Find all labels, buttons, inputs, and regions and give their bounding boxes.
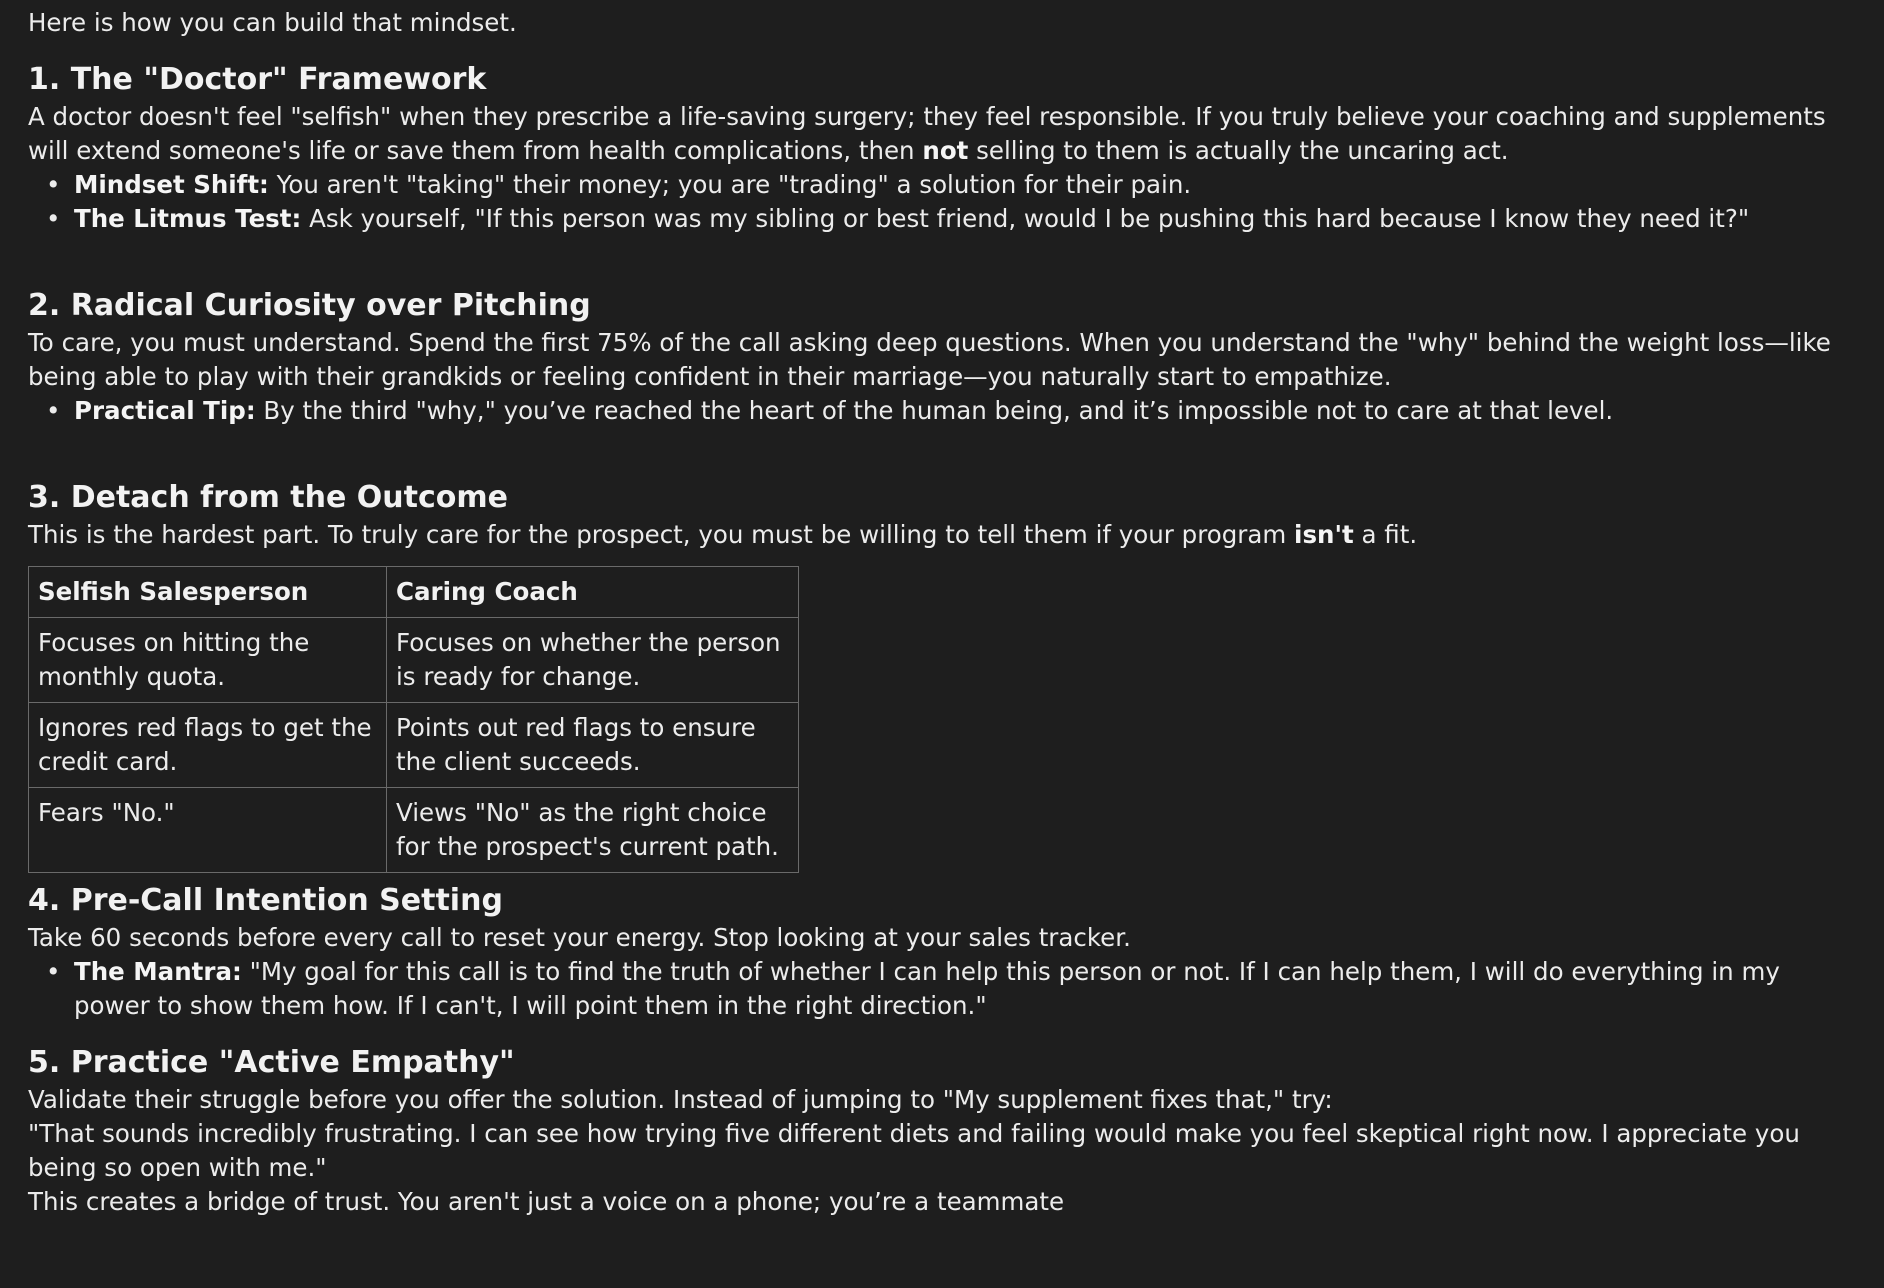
- list-item: [46, 202, 1856, 236]
- table-cell: Views "No" as the right choice for the prospect's current path.: [387, 788, 799, 873]
- section-3-text: This is the hardest part. To truly care for the prospect, you must be willing to tell them if your program: [28, 520, 1295, 549]
- section-4-paragraph: Take 60 seconds before every call to reset your energy. Stop looking at your sales tracker.: [28, 923, 1131, 952]
- section-2-paragraph: To care, you must understand. Spend the first 75% of the call asking deep questions. When you understand the "why" behind the weight loss—like being able to play with their grandkids or feeling confident in their marriage—you naturally start to empathize.: [28, 328, 1839, 391]
- list-item: [46, 394, 1856, 428]
- intro-text: Here is how you can build that mindset.: [28, 8, 517, 37]
- table-cell: Focuses on whether the person is ready for change.: [387, 618, 799, 703]
- list-item: [46, 168, 1856, 202]
- bullet-label: The Litmus Test:: [74, 204, 302, 233]
- section-1-text: A doctor doesn't feel "selfish" when they prescribe a life-saving surgery; they feel responsible. If you truly believe your coaching and supplements will extend someone's life or save them from health complications, then: [28, 102, 1834, 165]
- table-row: [29, 788, 799, 873]
- comparison-table: [28, 566, 799, 873]
- section-4-heading: 4. Pre-Call Intention Setting: [28, 883, 503, 918]
- section-3-text-end: a fit.: [1353, 520, 1418, 549]
- section-3-heading: 3. Detach from the Outcome: [28, 480, 508, 515]
- section-5-paragraph: Validate their struggle before you offer the solution. Instead of jumping to "My supplement fixes that," try:: [28, 1085, 1333, 1114]
- section-5-closing: This creates a bridge of trust. You aren't just a voice on a phone; you’re a teammate: [28, 1187, 1065, 1216]
- bullet-label: Mindset Shift:: [74, 170, 269, 199]
- section-4-bullets: [28, 955, 1856, 1023]
- list-item: [46, 955, 1856, 1023]
- bullet-label: Practical Tip:: [74, 396, 256, 425]
- section-1-bullets: [28, 168, 1856, 236]
- section-1-paragraph: [28, 100, 1856, 168]
- table-header-cell: Caring Coach: [387, 567, 799, 618]
- section-1-text-end: selling to them is actually the uncaring act.: [968, 136, 1509, 165]
- table-cell: Focuses on hitting the monthly quota.: [29, 618, 387, 703]
- section-5-quote: "That sounds incredibly frustrating. I can see how trying five different diets and failing would make you feel skeptical right now. I appreciate you being so open with me.": [28, 1119, 1808, 1182]
- table-row: [29, 703, 799, 788]
- bullet-label: The Mantra:: [74, 957, 242, 986]
- section-5-heading: 5. Practice "Active Empathy": [28, 1045, 515, 1080]
- section-1-bold: not: [922, 136, 969, 165]
- bullet-icon: •: [46, 396, 61, 425]
- table-header-cell: Selfish Salesperson: [29, 567, 387, 618]
- table-cell: Fears "No.": [29, 788, 387, 873]
- bullet-icon: •: [46, 957, 61, 986]
- section-2-bullets: [28, 394, 1856, 428]
- bullet-icon: •: [46, 204, 61, 233]
- table-header-row: [29, 567, 799, 618]
- bullet-text: By the third "why," you’ve reached the heart of the human being, and it’s impossible not to care at that level.: [255, 396, 1614, 425]
- table-cell: Ignores red flags to get the credit card.: [29, 703, 387, 788]
- bullet-icon: •: [46, 170, 61, 199]
- section-3-bold: isn't: [1294, 520, 1354, 549]
- section-2-heading: 2. Radical Curiosity over Pitching: [28, 288, 591, 323]
- section-3-paragraph: [28, 518, 1856, 552]
- bullet-text: Ask yourself, "If this person was my sibling or best friend, would I be pushing this hard because I know they need it?": [301, 204, 1750, 233]
- section-1-heading: 1. The "Doctor" Framework: [28, 62, 487, 97]
- bullet-text: You aren't "taking" their money; you are "trading" a solution for their pain.: [268, 170, 1192, 199]
- table-cell: Points out red flags to ensure the client succeeds.: [387, 703, 799, 788]
- bullet-text: "My goal for this call is to find the truth of whether I can help this person or not. If I can help them, I will do everything in my power to show them how. If I can't, I will point them in the right direction.": [74, 957, 1780, 1020]
- table-row: [29, 618, 799, 703]
